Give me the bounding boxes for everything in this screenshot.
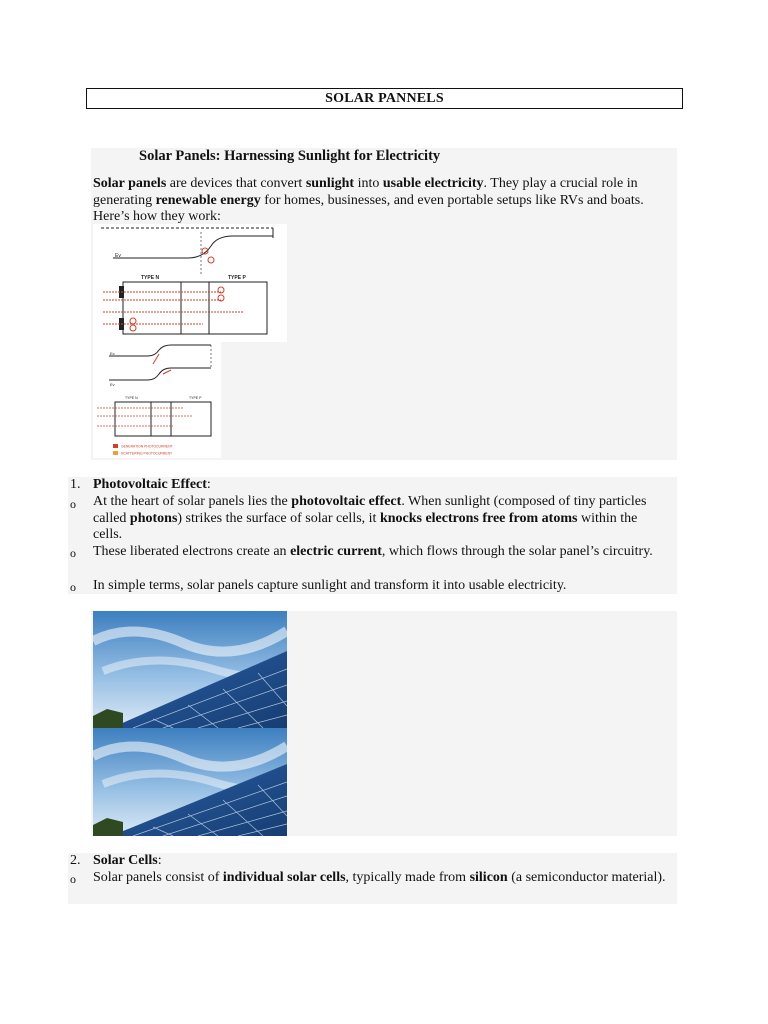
term-photons: photons <box>129 510 178 526</box>
bullet-icon: o <box>70 580 76 594</box>
bullet-text-run: , typically made from <box>345 870 470 885</box>
section2-bullet-1 <box>93 870 668 887</box>
term-solar-panels: Solar panels <box>93 176 167 191</box>
term-sunlight: sunlight <box>305 176 355 191</box>
section2-heading <box>93 853 162 869</box>
bullet-icon: o <box>70 872 76 886</box>
bullet-icon: o <box>70 497 76 511</box>
legend-generation: GENERATION PHOTOCURRENT <box>121 444 173 449</box>
section2-colon: : <box>157 853 162 868</box>
legend-scattering: SCATTERING PHOTOCURRENT <box>121 451 173 456</box>
bullet-text-run: ) strikes the surface of solar cells, it <box>177 510 380 526</box>
intro-text: are devices that convert <box>166 176 306 191</box>
bullet-text-run: , which flows through the solar panel’s circuitry. <box>381 544 653 559</box>
term-photovoltaic-effect: photovoltaic effect <box>291 494 402 509</box>
type-n-label-small: TYPE N <box>125 396 138 400</box>
bullet-text-run: At the heart of solar panels lies the <box>93 494 292 509</box>
solar-panel-photo-1 <box>93 611 287 728</box>
term-knocks-electrons: knocks electrons free from atoms <box>379 510 578 526</box>
intro-text: . They play a crucial role in generating <box>93 176 638 208</box>
pn-junction-diagram-small <box>93 342 221 458</box>
bullet-text-run: In simple terms, solar panels capture sunlight and transform it into usable electricity. <box>93 578 567 593</box>
band-diagram-small-svg <box>93 342 221 458</box>
section1-bullet-2 <box>93 544 668 561</box>
bullet-text-run: within the cells. <box>93 510 638 543</box>
section-heading: Solar Panels: Harnessing Sunlight for Electricity <box>139 148 441 164</box>
section2-number: 2. <box>70 853 81 868</box>
ev-label: Ev <box>115 253 121 259</box>
ev-label-small: Ev <box>110 382 115 387</box>
section1-heading <box>93 477 211 493</box>
solar-panel-photo-2 <box>93 728 287 836</box>
term-silicon: silicon <box>469 870 508 885</box>
term-electric-current: electric current <box>290 544 382 559</box>
type-p-label-small: TYPE P <box>189 396 202 400</box>
intro-paragraph <box>93 176 663 226</box>
term-renewable-energy: renewable energy <box>155 192 261 208</box>
section1-title: Photovoltaic Effect <box>93 477 207 492</box>
section1-bullet-1 <box>93 494 668 544</box>
solar-panel-image <box>93 728 287 836</box>
intro-text: into <box>354 176 383 191</box>
document-title: SOLAR PANNELS <box>86 88 683 109</box>
ec-label: Ec <box>110 351 115 356</box>
section1-colon: : <box>206 477 211 492</box>
bullet-text-run: . When sunlight (composed of tiny particles called <box>93 494 647 526</box>
bullet-text-run: (a semiconductor material). <box>507 870 666 885</box>
intro-text: for homes, businesses, and even portable setups like RVs and boats. Here’s how they work: <box>93 192 644 225</box>
section1-bullet-3 <box>93 578 668 595</box>
solar-panel-image <box>93 611 287 728</box>
band-diagram-svg <box>93 224 287 342</box>
bullet-text-run: Solar panels consist of <box>93 870 223 885</box>
pn-junction-diagram-large <box>93 224 287 342</box>
type-n-label: TYPE N <box>141 275 160 281</box>
type-p-label: TYPE P <box>228 275 246 281</box>
section2-title: Solar Cells <box>93 853 158 868</box>
term-usable-electricity: usable electricity <box>382 176 484 191</box>
term-individual-solar-cells: individual solar cells <box>222 870 346 885</box>
bullet-icon: o <box>70 546 76 560</box>
bullet-text-run: These liberated electrons create an <box>93 544 291 559</box>
section1-number: 1. <box>70 477 81 492</box>
